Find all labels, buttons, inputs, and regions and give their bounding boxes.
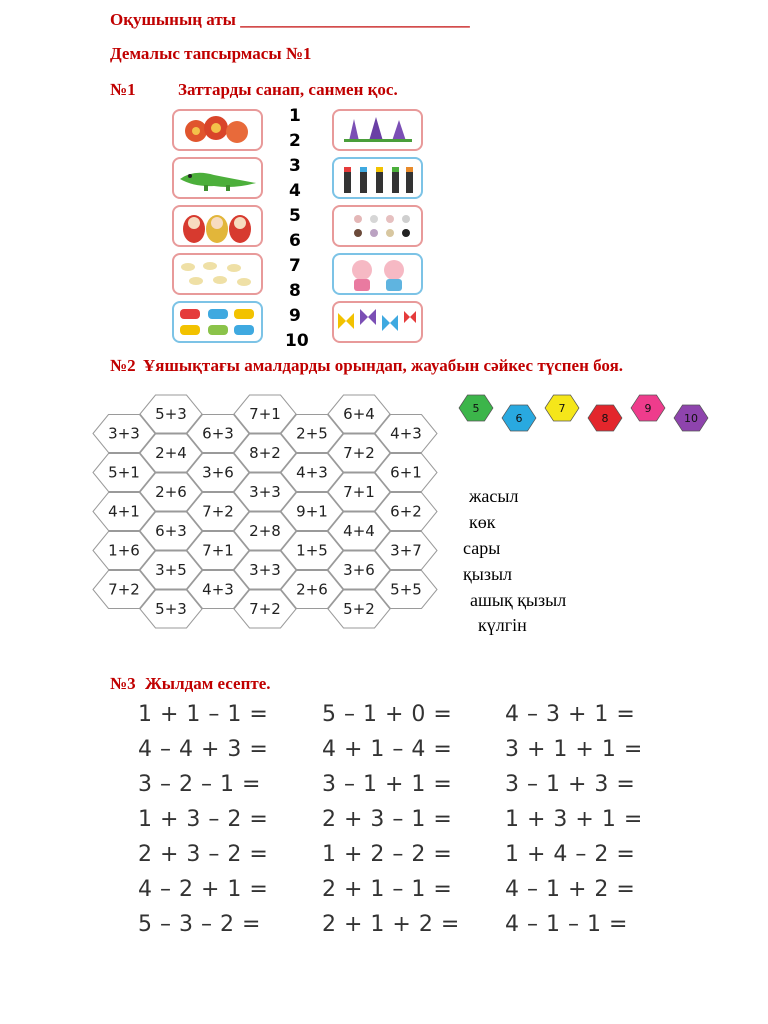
hex-expression: 3+3 <box>249 561 281 579</box>
number-5: 5 <box>289 206 301 226</box>
task1-instruction: Заттарды санап, санмен қос. <box>178 80 398 99</box>
equation: 1 + 2 – 2 = <box>322 842 453 867</box>
hexagon-grid[interactable] <box>90 394 440 644</box>
hex-expression: 5+5 <box>390 580 422 599</box>
hex-expression: 6+1 <box>390 463 422 482</box>
hex-expression: 4+3 <box>390 424 422 443</box>
balls-picture <box>332 205 423 247</box>
number-10: 10 <box>285 331 309 351</box>
task2-instruction: Ұяшықтағы амалдарды орындап, жауабын сәйкес түспен боя. <box>143 356 624 375</box>
hex-expression: 8+2 <box>249 444 281 462</box>
color-legend <box>450 390 720 438</box>
color-word-blue: көк <box>469 512 496 532</box>
hex-expression: 7+2 <box>108 580 140 599</box>
hex-expression: 2+4 <box>155 444 187 462</box>
pigs-picture <box>332 253 423 295</box>
crocodile-picture <box>172 157 263 199</box>
color-word-yellow: сары <box>463 538 501 558</box>
markers-picture <box>332 157 423 199</box>
hex-expression: 3+6 <box>202 463 234 482</box>
equation: 2 + 1 + 2 = <box>322 912 460 937</box>
hex-expression: 6+4 <box>343 405 375 423</box>
hex-expression: 7+2 <box>343 444 375 462</box>
equation: 4 – 1 – 1 = <box>505 912 628 937</box>
color-word-purple: күлгін <box>478 615 527 635</box>
cookies-picture <box>172 109 263 151</box>
equation: 4 – 1 + 2 = <box>505 877 636 902</box>
equation: 2 + 1 – 1 = <box>322 877 453 902</box>
legend-value: 8 <box>601 412 609 425</box>
color-word-pink: ашық қызыл <box>470 590 567 610</box>
equation: 5 – 1 + 0 = <box>322 702 453 727</box>
equation: 1 + 4 – 2 = <box>505 842 636 867</box>
seeds-picture <box>172 253 263 295</box>
equation: 2 + 3 – 1 = <box>322 807 453 832</box>
hex-expression: 7+1 <box>343 483 375 501</box>
equation: 3 – 2 – 1 = <box>138 772 261 797</box>
equation: 3 – 1 + 1 = <box>322 772 453 797</box>
number-7: 7 <box>289 256 301 276</box>
color-word-red: қызыл <box>463 564 513 584</box>
task1-number: №1 <box>110 80 136 99</box>
hex-expression: 9+1 <box>296 502 328 521</box>
legend-value: 9 <box>644 402 652 415</box>
legend-value: 5 <box>472 402 480 415</box>
hex-expression: 3+7 <box>390 541 422 560</box>
equation: 5 – 3 – 2 = <box>138 912 261 937</box>
matryoshka-picture <box>172 205 263 247</box>
equation: 2 + 3 – 2 = <box>138 842 269 867</box>
hex-expression: 4+1 <box>108 502 140 521</box>
butterflies-picture <box>332 301 423 343</box>
student-name-label: Оқушының аты ___________________________ <box>110 10 470 29</box>
number-8: 8 <box>289 281 301 301</box>
equation: 4 + 1 – 4 = <box>322 737 453 762</box>
hex-expression: 6+3 <box>202 424 234 443</box>
equation: 3 – 1 + 3 = <box>505 772 636 797</box>
task2-number: №2 <box>110 356 136 375</box>
hex-expression: 4+3 <box>202 580 234 599</box>
hex-expression: 5+3 <box>155 600 187 618</box>
hex-expression: 3+5 <box>155 561 187 579</box>
equation: 4 – 3 + 1 = <box>505 702 636 727</box>
number-6: 6 <box>289 231 301 251</box>
hex-expression: 2+8 <box>249 522 281 540</box>
hex-expression: 2+6 <box>155 483 187 501</box>
task3-number: №3 <box>110 674 136 693</box>
equation: 3 + 1 + 1 = <box>505 737 643 762</box>
hex-expression: 5+3 <box>155 405 187 423</box>
hex-expression: 6+2 <box>390 502 422 521</box>
legend-value: 7 <box>558 402 566 415</box>
hex-expression: 3+3 <box>108 424 140 443</box>
equation: 4 – 2 + 1 = <box>138 877 269 902</box>
hex-expression: 5+1 <box>108 463 140 482</box>
hex-expression: 5+2 <box>343 600 375 618</box>
hex-expression: 7+2 <box>202 502 234 521</box>
legend-value: 10 <box>684 412 698 425</box>
number-2: 2 <box>289 131 301 151</box>
number-9: 9 <box>289 306 301 326</box>
number-3: 3 <box>289 156 301 176</box>
task3-instruction: Жылдам есепте. <box>145 674 271 693</box>
hex-expression: 7+1 <box>202 541 234 560</box>
hex-expression: 3+3 <box>249 483 281 501</box>
hex-expression: 3+6 <box>343 561 375 579</box>
color-word-green: жасыл <box>469 486 519 506</box>
hex-expression: 4+3 <box>296 463 328 482</box>
hex-expression: 7+2 <box>249 600 281 618</box>
equation: 1 + 3 – 2 = <box>138 807 269 832</box>
number-4: 4 <box>289 181 301 201</box>
hex-expression: 6+3 <box>155 522 187 540</box>
equation: 1 + 3 + 1 = <box>505 807 643 832</box>
hex-expression: 1+6 <box>108 541 140 560</box>
equation: 4 – 4 + 3 = <box>138 737 269 762</box>
hex-expression: 2+6 <box>296 580 328 599</box>
cars-picture <box>172 301 263 343</box>
hex-expression: 7+1 <box>249 405 281 423</box>
page-title: Демалыс тапсырмасы №1 <box>110 44 312 63</box>
iris-flowers-picture <box>332 109 423 151</box>
legend-value: 6 <box>515 412 523 425</box>
hex-expression: 4+4 <box>343 522 375 540</box>
equation: 1 + 1 – 1 = <box>138 702 269 727</box>
number-1: 1 <box>289 106 301 126</box>
hex-expression: 1+5 <box>296 541 328 560</box>
hex-expression: 2+5 <box>296 424 328 443</box>
